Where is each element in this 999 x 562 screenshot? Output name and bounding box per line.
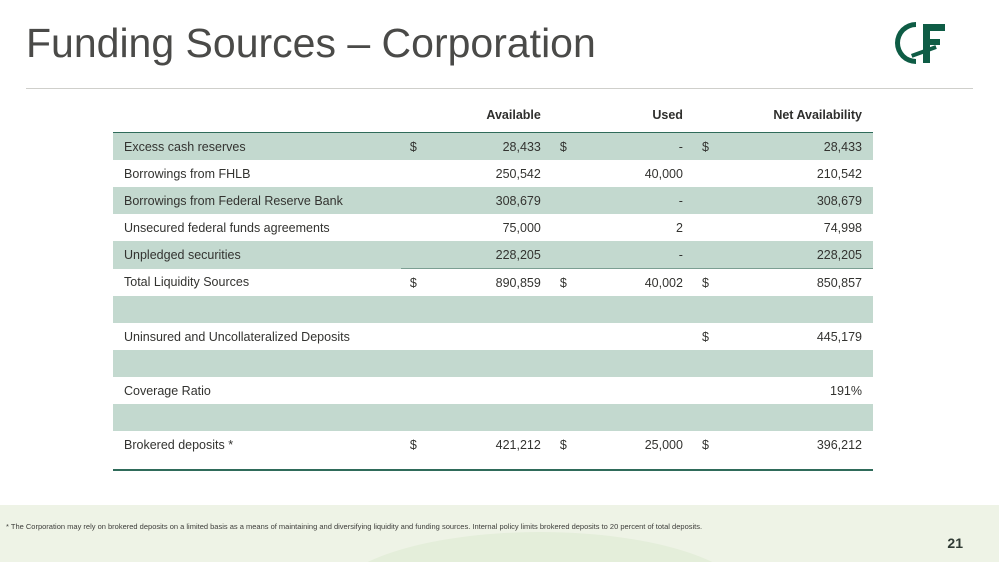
table-row <box>113 214 873 241</box>
row-currency-used: $ <box>551 431 584 458</box>
row-value-available: 890,859 <box>434 269 551 297</box>
row-currency-net: $ <box>693 269 726 297</box>
row-currency-available <box>401 296 434 323</box>
row-value-net <box>726 350 873 377</box>
row-value-net <box>726 404 873 431</box>
row-value-used: - <box>584 187 693 214</box>
row-value-net: 228,205 <box>726 241 873 269</box>
table-body <box>113 133 873 459</box>
page-title: Funding Sources – Corporation <box>26 20 596 66</box>
row-value-available: 308,679 <box>434 187 551 214</box>
row-value-net: 210,542 <box>726 160 873 187</box>
row-currency-net <box>693 404 726 431</box>
funding-sources-table <box>113 101 873 458</box>
table-row <box>113 241 873 269</box>
table-row <box>113 187 873 214</box>
row-currency-used: $ <box>551 269 584 297</box>
column-header-available: Available <box>434 101 551 133</box>
row-label: Brokered deposits * <box>113 431 401 458</box>
row-value-used: - <box>584 133 693 161</box>
table-row <box>113 269 873 297</box>
row-label: Uninsured and Uncollateralized Deposits <box>113 323 401 350</box>
row-value-available: 250,542 <box>434 160 551 187</box>
row-currency-available <box>401 214 434 241</box>
row-currency-net <box>693 187 726 214</box>
row-value-available <box>434 323 551 350</box>
row-label: Total Liquidity Sources <box>113 269 401 297</box>
header-currency-3 <box>693 101 726 133</box>
row-currency-net <box>693 160 726 187</box>
row-label: Unpledged securities <box>113 241 401 269</box>
title-divider <box>26 88 973 89</box>
row-value-net: 308,679 <box>726 187 873 214</box>
row-value-net: 396,212 <box>726 431 873 458</box>
table-row <box>113 296 873 323</box>
row-value-net: 191% <box>726 377 873 404</box>
row-label: Unsecured federal funds agreements <box>113 214 401 241</box>
table-row <box>113 133 873 161</box>
row-value-net: 28,433 <box>726 133 873 161</box>
row-value-available <box>434 350 551 377</box>
table-header-row <box>113 101 873 133</box>
footnote-band <box>0 505 999 562</box>
row-currency-available <box>401 160 434 187</box>
row-currency-available <box>401 241 434 269</box>
row-currency-used <box>551 160 584 187</box>
row-currency-used <box>551 187 584 214</box>
row-label <box>113 404 401 431</box>
row-value-used <box>584 323 693 350</box>
row-value-available <box>434 404 551 431</box>
row-currency-net: $ <box>693 133 726 161</box>
row-value-used: 40,002 <box>584 269 693 297</box>
footnote-text: * The Corporation may rely on brokered deposits on a limited basis as a means of maintaining and diversifying liquidity and funding sources. Internal policy limits brokered deposits to 20 percent of total deposits. <box>6 522 703 531</box>
row-value-net <box>726 296 873 323</box>
row-currency-used <box>551 404 584 431</box>
row-currency-net: $ <box>693 431 726 458</box>
table-bottom-rule <box>113 469 873 471</box>
row-currency-used <box>551 214 584 241</box>
row-value-available <box>434 296 551 323</box>
row-value-used: 25,000 <box>584 431 693 458</box>
row-currency-used <box>551 377 584 404</box>
row-value-available <box>434 377 551 404</box>
row-label <box>113 296 401 323</box>
row-currency-available <box>401 377 434 404</box>
row-currency-net: $ <box>693 323 726 350</box>
page-number: 21 <box>947 535 963 551</box>
row-label: Borrowings from FHLB <box>113 160 401 187</box>
row-value-net: 74,998 <box>726 214 873 241</box>
table-row <box>113 377 873 404</box>
row-label: Excess cash reserves <box>113 133 401 161</box>
row-value-net: 445,179 <box>726 323 873 350</box>
row-value-used <box>584 296 693 323</box>
column-header-used: Used <box>584 101 693 133</box>
row-value-used: 2 <box>584 214 693 241</box>
row-label: Borrowings from Federal Reserve Bank <box>113 187 401 214</box>
table-row <box>113 323 873 350</box>
row-currency-net <box>693 214 726 241</box>
header-currency-1 <box>401 101 434 133</box>
row-currency-available <box>401 350 434 377</box>
row-currency-used <box>551 241 584 269</box>
row-currency-net <box>693 377 726 404</box>
row-value-available: 75,000 <box>434 214 551 241</box>
company-logo-icon <box>893 18 953 70</box>
row-value-used: 40,000 <box>584 160 693 187</box>
row-currency-net <box>693 241 726 269</box>
column-header-net-availability: Net Availability <box>726 101 873 133</box>
row-label <box>113 350 401 377</box>
row-label: Coverage Ratio <box>113 377 401 404</box>
table-row <box>113 160 873 187</box>
row-currency-available: $ <box>401 269 434 297</box>
table-row <box>113 404 873 431</box>
row-currency-used: $ <box>551 133 584 161</box>
row-value-net: 850,857 <box>726 269 873 297</box>
header-currency-2 <box>551 101 584 133</box>
row-currency-used <box>551 323 584 350</box>
header-spacer <box>113 101 401 133</box>
row-currency-available: $ <box>401 431 434 458</box>
row-value-used <box>584 350 693 377</box>
row-value-available: 228,205 <box>434 241 551 269</box>
row-value-used <box>584 404 693 431</box>
row-value-used: - <box>584 241 693 269</box>
table-row <box>113 431 873 458</box>
row-value-available: 28,433 <box>434 133 551 161</box>
row-value-used <box>584 377 693 404</box>
row-currency-used <box>551 296 584 323</box>
row-currency-net <box>693 296 726 323</box>
row-value-available: 421,212 <box>434 431 551 458</box>
row-currency-available <box>401 323 434 350</box>
row-currency-available: $ <box>401 133 434 161</box>
table-row <box>113 350 873 377</box>
row-currency-net <box>693 350 726 377</box>
row-currency-used <box>551 350 584 377</box>
row-currency-available <box>401 187 434 214</box>
row-currency-available <box>401 404 434 431</box>
